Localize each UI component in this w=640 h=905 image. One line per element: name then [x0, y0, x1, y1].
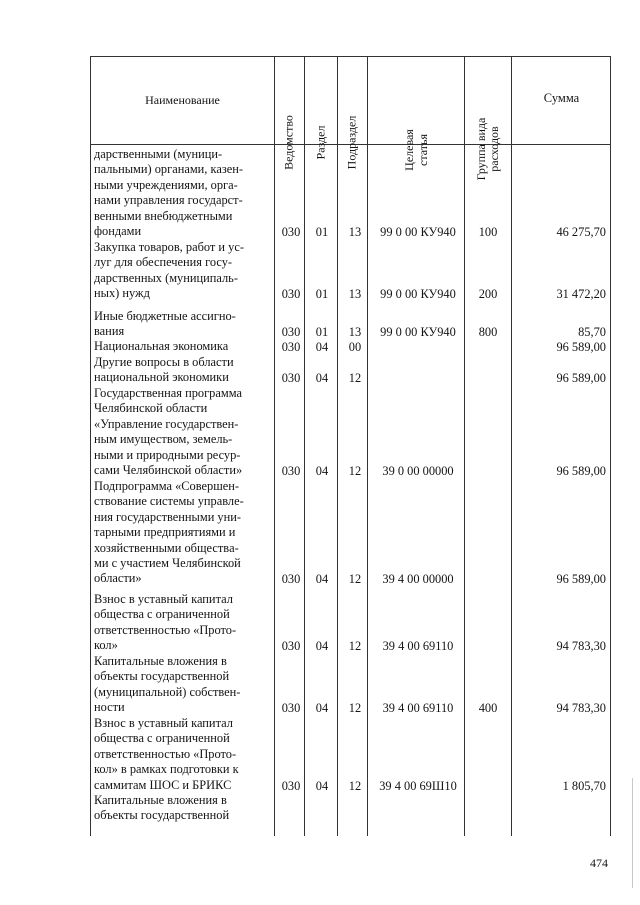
summa-value: 31 472,20	[556, 287, 606, 302]
row-name-line: саммитам ШОС и БРИКС	[94, 777, 232, 792]
podrazdel-code: 13	[348, 325, 362, 340]
gruppa-vida-code: 200	[478, 287, 498, 302]
row-name-line: ния государственными уни-	[94, 509, 242, 524]
row-name	[94, 386, 268, 478]
vedomstvo-code: 030	[281, 287, 301, 302]
gruppa-vida-code: 400	[478, 701, 498, 716]
celevaya-statya-code: 99 0 00 КУ940	[380, 287, 456, 302]
celevaya-statya-code: 99 0 00 КУ940	[380, 325, 456, 340]
row-name-line: национальной экономики	[94, 370, 229, 385]
summa-value: 96 589,00	[556, 340, 606, 354]
row-name-line: фондами	[94, 224, 142, 239]
table-right-border	[610, 56, 611, 836]
row-name-line: объекты государственной	[94, 808, 230, 823]
row-name-line: кол»	[94, 638, 118, 653]
razdel-code: 04	[315, 701, 329, 716]
table-top-border	[90, 56, 611, 57]
summa-value: 94 783,30	[556, 701, 606, 716]
row-name-line: Другие вопросы в области	[94, 355, 234, 369]
row-name-line: Челябинской области	[94, 401, 208, 416]
column-divider	[367, 56, 368, 836]
row-name-line: Капитальные вложения в	[94, 793, 227, 807]
summa-value: 96 589,00	[556, 371, 606, 386]
row-name-line: вания	[94, 324, 125, 339]
row-name-line: сами Челябинской области»	[94, 463, 243, 478]
header-gruppa-line1: Группа вида	[474, 117, 488, 181]
column-divider	[304, 56, 305, 836]
vedomstvo-code: 030	[281, 340, 301, 354]
row-name	[94, 592, 268, 654]
row-name	[94, 479, 268, 587]
table-left-border	[90, 56, 91, 836]
vedomstvo-code: 030	[281, 464, 301, 478]
podrazdel-code: 12	[348, 572, 362, 587]
razdel-code: 04	[315, 464, 329, 478]
header-name: Наименование	[145, 93, 220, 107]
row-name-line: ми с участием Челябинской	[94, 556, 241, 571]
column-divider	[464, 56, 465, 836]
celevaya-statya-code: 99 0 00 КУ940	[380, 225, 456, 239]
razdel-code: 01	[315, 225, 329, 239]
column-divider	[274, 56, 275, 836]
razdel-code: 01	[315, 287, 329, 302]
podrazdel-code: 12	[348, 778, 362, 793]
row-name-line: общества с ограниченной	[94, 731, 230, 746]
page-number: 474	[590, 856, 608, 870]
row-name-line: ствование системы управле-	[94, 494, 244, 509]
row-name-line: пальными) органами, казен-	[94, 162, 243, 177]
row-name-line: Национальная экономика	[94, 339, 229, 353]
celevaya-statya-code: 39 4 00 00000	[382, 572, 454, 587]
razdel-code: 04	[315, 371, 329, 386]
row-name-line: тарными предприятиями и	[94, 525, 236, 540]
column-divider	[337, 56, 338, 836]
podrazdel-code: 13	[348, 225, 362, 239]
summa-value: 85,70	[578, 325, 606, 340]
vedomstvo-code: 030	[281, 778, 301, 793]
row-name-line: ности	[94, 700, 125, 715]
header-celevaya-statya	[402, 129, 430, 171]
scan-edge-line	[632, 778, 633, 888]
header-podrazdel: Подраздел	[344, 115, 359, 170]
row-name-line: луг для обеспечения госу-	[94, 255, 233, 270]
row-name-line: общества с ограниченной	[94, 607, 230, 622]
vedomstvo-code: 030	[281, 225, 301, 239]
row-name-line: венными внебюджетными	[94, 208, 233, 223]
row-name	[94, 147, 268, 239]
razdel-code: 04	[315, 639, 329, 654]
row-name-line: ответственностью «Прото-	[94, 622, 237, 637]
row-name-line: дарственных (муниципаль-	[94, 270, 238, 285]
summa-value: 1 805,70	[562, 778, 606, 793]
row-name-line: Закупка товаров, работ и ус-	[94, 240, 244, 254]
summa-value: 96 589,00	[556, 572, 606, 587]
vedomstvo-code: 030	[281, 701, 301, 716]
vedomstvo-code: 030	[281, 371, 301, 386]
row-name-line: Капитальные вложения в	[94, 654, 227, 668]
podrazdel-code: 12	[348, 371, 362, 386]
header-celevaya-line2: статья	[416, 134, 430, 166]
vedomstvo-code: 030	[281, 325, 301, 340]
row-name-line: кол» в рамках подготовки к	[94, 762, 239, 777]
razdel-code: 04	[315, 572, 329, 587]
row-name-line: Государственная программа	[94, 386, 242, 400]
row-name-line: (муниципальной) собствен-	[94, 684, 241, 699]
summa-value: 46 275,70	[556, 225, 606, 239]
razdel-code: 04	[315, 340, 329, 354]
column-divider	[511, 56, 512, 836]
row-name-line: Иные бюджетные ассигно-	[94, 309, 236, 323]
celevaya-statya-code: 39 4 00 69110	[382, 701, 454, 716]
header-celevaya-line1: Целевая	[402, 129, 416, 171]
row-name-line: ным имуществом, земель-	[94, 432, 233, 447]
row-name-line: дарственными (муници-	[94, 147, 223, 161]
gruppa-vida-code: 100	[478, 225, 498, 239]
vedomstvo-code: 030	[281, 572, 301, 587]
row-name	[94, 793, 268, 824]
celevaya-statya-code: 39 4 00 69Ш10	[379, 778, 457, 793]
celevaya-statya-code: 39 4 00 69110	[382, 639, 454, 654]
row-name-line: Подпрограмма «Совершен-	[94, 479, 240, 493]
header-summa: Сумма	[543, 91, 580, 105]
row-name	[94, 309, 268, 340]
row-name	[94, 654, 268, 716]
podrazdel-code: 12	[348, 639, 362, 654]
row-name-line: Взнос в уставный капитал	[94, 716, 233, 730]
row-name-line: ными учреждениями, орга-	[94, 177, 238, 192]
row-name-line: ными и природными ресур-	[94, 447, 241, 462]
row-name-line: ных) нужд	[94, 286, 150, 301]
header-vedomstvo: Ведомство	[281, 115, 296, 170]
header-gruppa-vida	[475, 118, 501, 181]
row-name-line: объекты государственной	[94, 669, 230, 684]
podrazdel-code: 00	[348, 340, 362, 354]
row-name-line: ответственностью «Прото-	[94, 746, 237, 761]
podrazdel-code: 12	[348, 701, 362, 716]
razdel-code: 04	[315, 778, 329, 793]
gruppa-vida-code: 800	[478, 325, 498, 340]
row-name	[94, 716, 268, 793]
summa-value: 94 783,30	[556, 639, 606, 654]
header-gruppa-line2: расходов	[487, 126, 501, 172]
row-name	[94, 240, 268, 302]
row-name-line: хозяйственными обществa-	[94, 540, 239, 555]
row-name	[94, 339, 268, 354]
row-name	[94, 355, 268, 386]
summa-value: 96 589,00	[556, 464, 606, 478]
razdel-code: 01	[315, 325, 329, 340]
row-name-line: области»	[94, 571, 142, 586]
row-name-line: Взнос в уставный капитал	[94, 592, 233, 606]
podrazdel-code: 12	[348, 464, 362, 478]
row-name-line: нами управления государст-	[94, 193, 243, 208]
podrazdel-code: 13	[348, 287, 362, 302]
celevaya-statya-code: 39 0 00 00000	[382, 464, 454, 478]
header-razdel: Раздел	[313, 125, 328, 160]
row-name-line: «Управление государствен-	[94, 416, 239, 431]
vedomstvo-code: 030	[281, 639, 301, 654]
